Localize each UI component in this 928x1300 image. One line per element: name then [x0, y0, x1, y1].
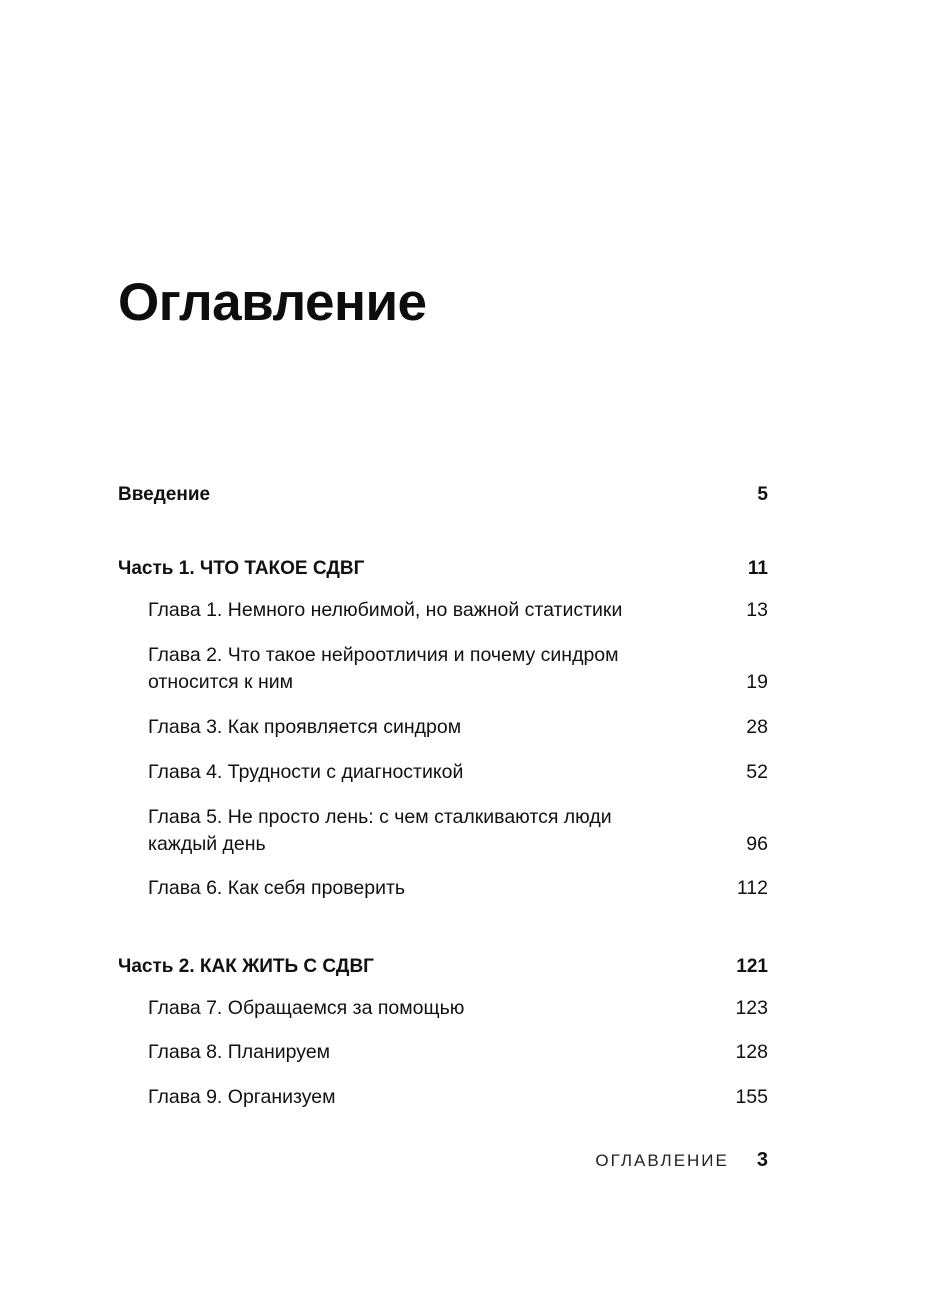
toc-entry-chapter-4: [148, 759, 768, 786]
toc-entry-label: Глава 7. Обращаемся за помощью: [148, 997, 465, 1019]
toc-entry-page: 52: [746, 761, 768, 783]
toc-entry-chapter-2: [148, 642, 768, 696]
toc-entry-chapter-9: [148, 1084, 768, 1111]
toc-entry-chapter-5: [148, 804, 768, 858]
toc-entry-part-1: [118, 555, 768, 582]
toc-entry-label: Глава 1. Немного нелюбимой, но важной статистики: [148, 599, 623, 621]
toc-entry-chapter-8: [148, 1039, 768, 1066]
toc-entry-chapter-3: [148, 714, 768, 741]
toc-entry-chapter-1: [148, 597, 768, 624]
toc-entry-page: 19: [746, 671, 768, 693]
toc-entry-page: 96: [746, 833, 768, 855]
toc-entry-page: 123: [735, 997, 768, 1019]
toc-entry-page: 121: [736, 956, 768, 977]
toc-entry-label: Глава 5. Не просто лень: с чем сталкиваются люди каждый день: [148, 806, 612, 855]
toc-entry-label: Глава 3. Как проявляется синдром: [148, 716, 462, 738]
toc-entry-page: 11: [747, 558, 768, 579]
table-of-contents: [118, 0, 768, 1300]
toc-entry-chapter-7: [148, 995, 768, 1022]
toc-entry-label: Глава 8. Планируем: [148, 1041, 331, 1063]
toc-entry-intro: [118, 481, 768, 508]
toc-entry-label: Глава 6. Как себя проверить: [148, 877, 406, 899]
toc-entry-part-2: [118, 953, 768, 980]
toc-entry-page: 155: [735, 1086, 768, 1108]
toc-entry-label: Глава 4. Трудности с диагностикой: [148, 761, 464, 783]
toc-entry-label: Глава 9. Организуем: [148, 1086, 336, 1108]
page-title: Оглавление: [118, 273, 427, 332]
toc-entry-page: 112: [736, 877, 768, 899]
toc-entry-page: 13: [746, 599, 768, 621]
toc-entry-chapter-6: [148, 875, 768, 902]
toc-entry-label: Часть 2. КАК ЖИТЬ С СДВГ: [118, 956, 374, 977]
page-footer: [595, 1149, 768, 1172]
toc-entry-page: 5: [757, 484, 768, 505]
toc-entry-page: 128: [735, 1041, 768, 1063]
running-head: ОГЛАВЛЕНИЕ: [595, 1151, 729, 1170]
toc-entry-page: 28: [746, 716, 768, 738]
toc-entry-label: Введение: [118, 484, 211, 505]
toc-entry-label: Глава 2. Что такое нейроотличия и почему синдром относится к ним: [148, 644, 619, 693]
page-number: 3: [756, 1149, 768, 1171]
toc-entry-label: Часть 1. ЧТО ТАКОЕ СДВГ: [118, 558, 365, 579]
